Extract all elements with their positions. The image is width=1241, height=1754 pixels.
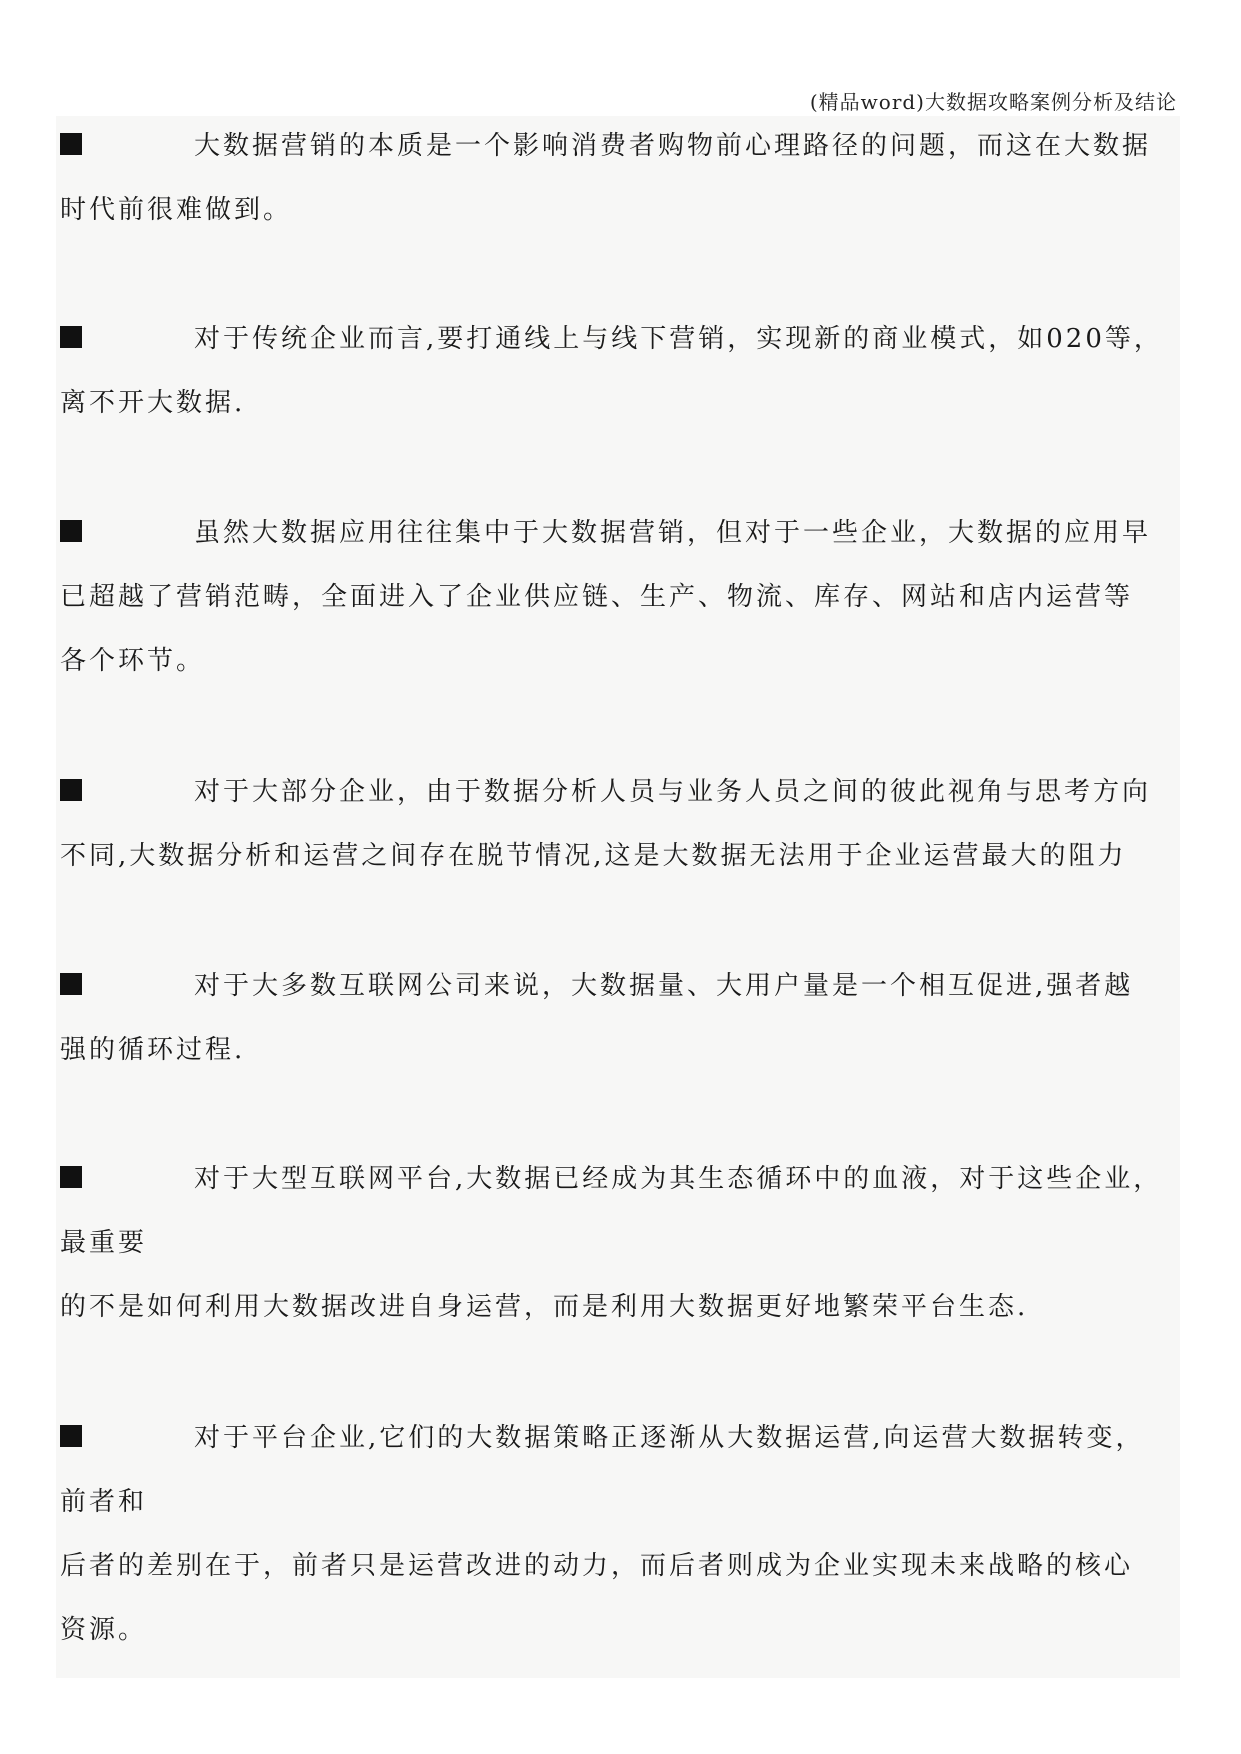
- paragraph-text: 对于大部分企业，由于数据分析人员与业务人员之间的彼此视角与思考方向: [194, 777, 1152, 807]
- paragraph-text: 虽然大数据应用往往集中于大数据营销，但对于一些企业，大数据的应用早: [194, 518, 1152, 548]
- bullet-square-icon: [60, 973, 82, 995]
- paragraph-line: 各个环节。: [60, 646, 206, 676]
- bullet-square-icon: [60, 326, 82, 348]
- paragraph-line: 资源。: [60, 1615, 148, 1645]
- paragraph-line: [56, 114, 1180, 178]
- paragraph-line: 后者的差别在于，前者只是运营改进的动力，而后者则成为企业实现未来战略的核心: [60, 1551, 1134, 1581]
- paragraph-line: [56, 1147, 1180, 1211]
- paragraph-6: [56, 1147, 1180, 1339]
- paragraph-line: 强的循环过程.: [60, 1035, 246, 1065]
- paragraph-line: 离不开大数据.: [60, 388, 246, 418]
- bullet-square-icon: [60, 520, 82, 542]
- paragraph-text: 对于大型互联网平台,大数据已经成为其生态循环中的血液，对于这些企业，: [194, 1164, 1163, 1194]
- paragraph-text: 对于平台企业,它们的大数据策略正逐渐从大数据运营,向运营大数据转变，: [194, 1423, 1145, 1453]
- bullet-square-icon: [60, 1166, 82, 1188]
- paragraph-line: [56, 954, 1180, 1018]
- paragraph-4: [56, 760, 1180, 888]
- document-body: [56, 116, 1180, 1678]
- page-header: (精品word)大数据攻略案例分析及结论: [809, 90, 1177, 114]
- paragraph-line: [56, 307, 1180, 371]
- paragraph-line: 已超越了营销范畴，全面进入了企业供应链、生产、物流、库存、网站和店内运营等: [60, 582, 1134, 612]
- paragraph-line: 的不是如何利用大数据改进自身运营，而是利用大数据更好地繁荣平台生态.: [60, 1292, 1029, 1322]
- paragraph-line: [56, 760, 1180, 824]
- paragraph-line: [56, 1406, 1180, 1470]
- paragraph-text: 大数据营销的本质是一个影响消费者购物前心理路径的问题，而这在大数据: [194, 131, 1152, 161]
- paragraph-line: 不同,大数据分析和运营之间存在脱节情况,这是大数据无法用于企业运营最大的阻力: [60, 841, 1127, 871]
- bullet-square-icon: [60, 133, 82, 155]
- paragraph-line: 前者和: [60, 1487, 148, 1517]
- paragraph-line: 时代前很难做到。: [60, 195, 293, 225]
- bullet-square-icon: [60, 779, 82, 801]
- paragraph-1: [56, 114, 1180, 242]
- paragraph-line: [56, 501, 1180, 565]
- paragraph-text: 对于传统企业而言,要打通线上与线下营销，实现新的商业模式，如020等，: [194, 324, 1163, 354]
- paragraph-7: [56, 1406, 1180, 1662]
- bullet-square-icon: [60, 1425, 82, 1447]
- paragraph-line: 最重要: [60, 1228, 148, 1258]
- paragraph-5: [56, 954, 1180, 1082]
- paragraph-text: 对于大多数互联网公司来说，大数据量、大用户量是一个相互促进,强者越: [194, 971, 1134, 1001]
- paragraph-2: [56, 307, 1180, 435]
- paragraph-3: [56, 501, 1180, 693]
